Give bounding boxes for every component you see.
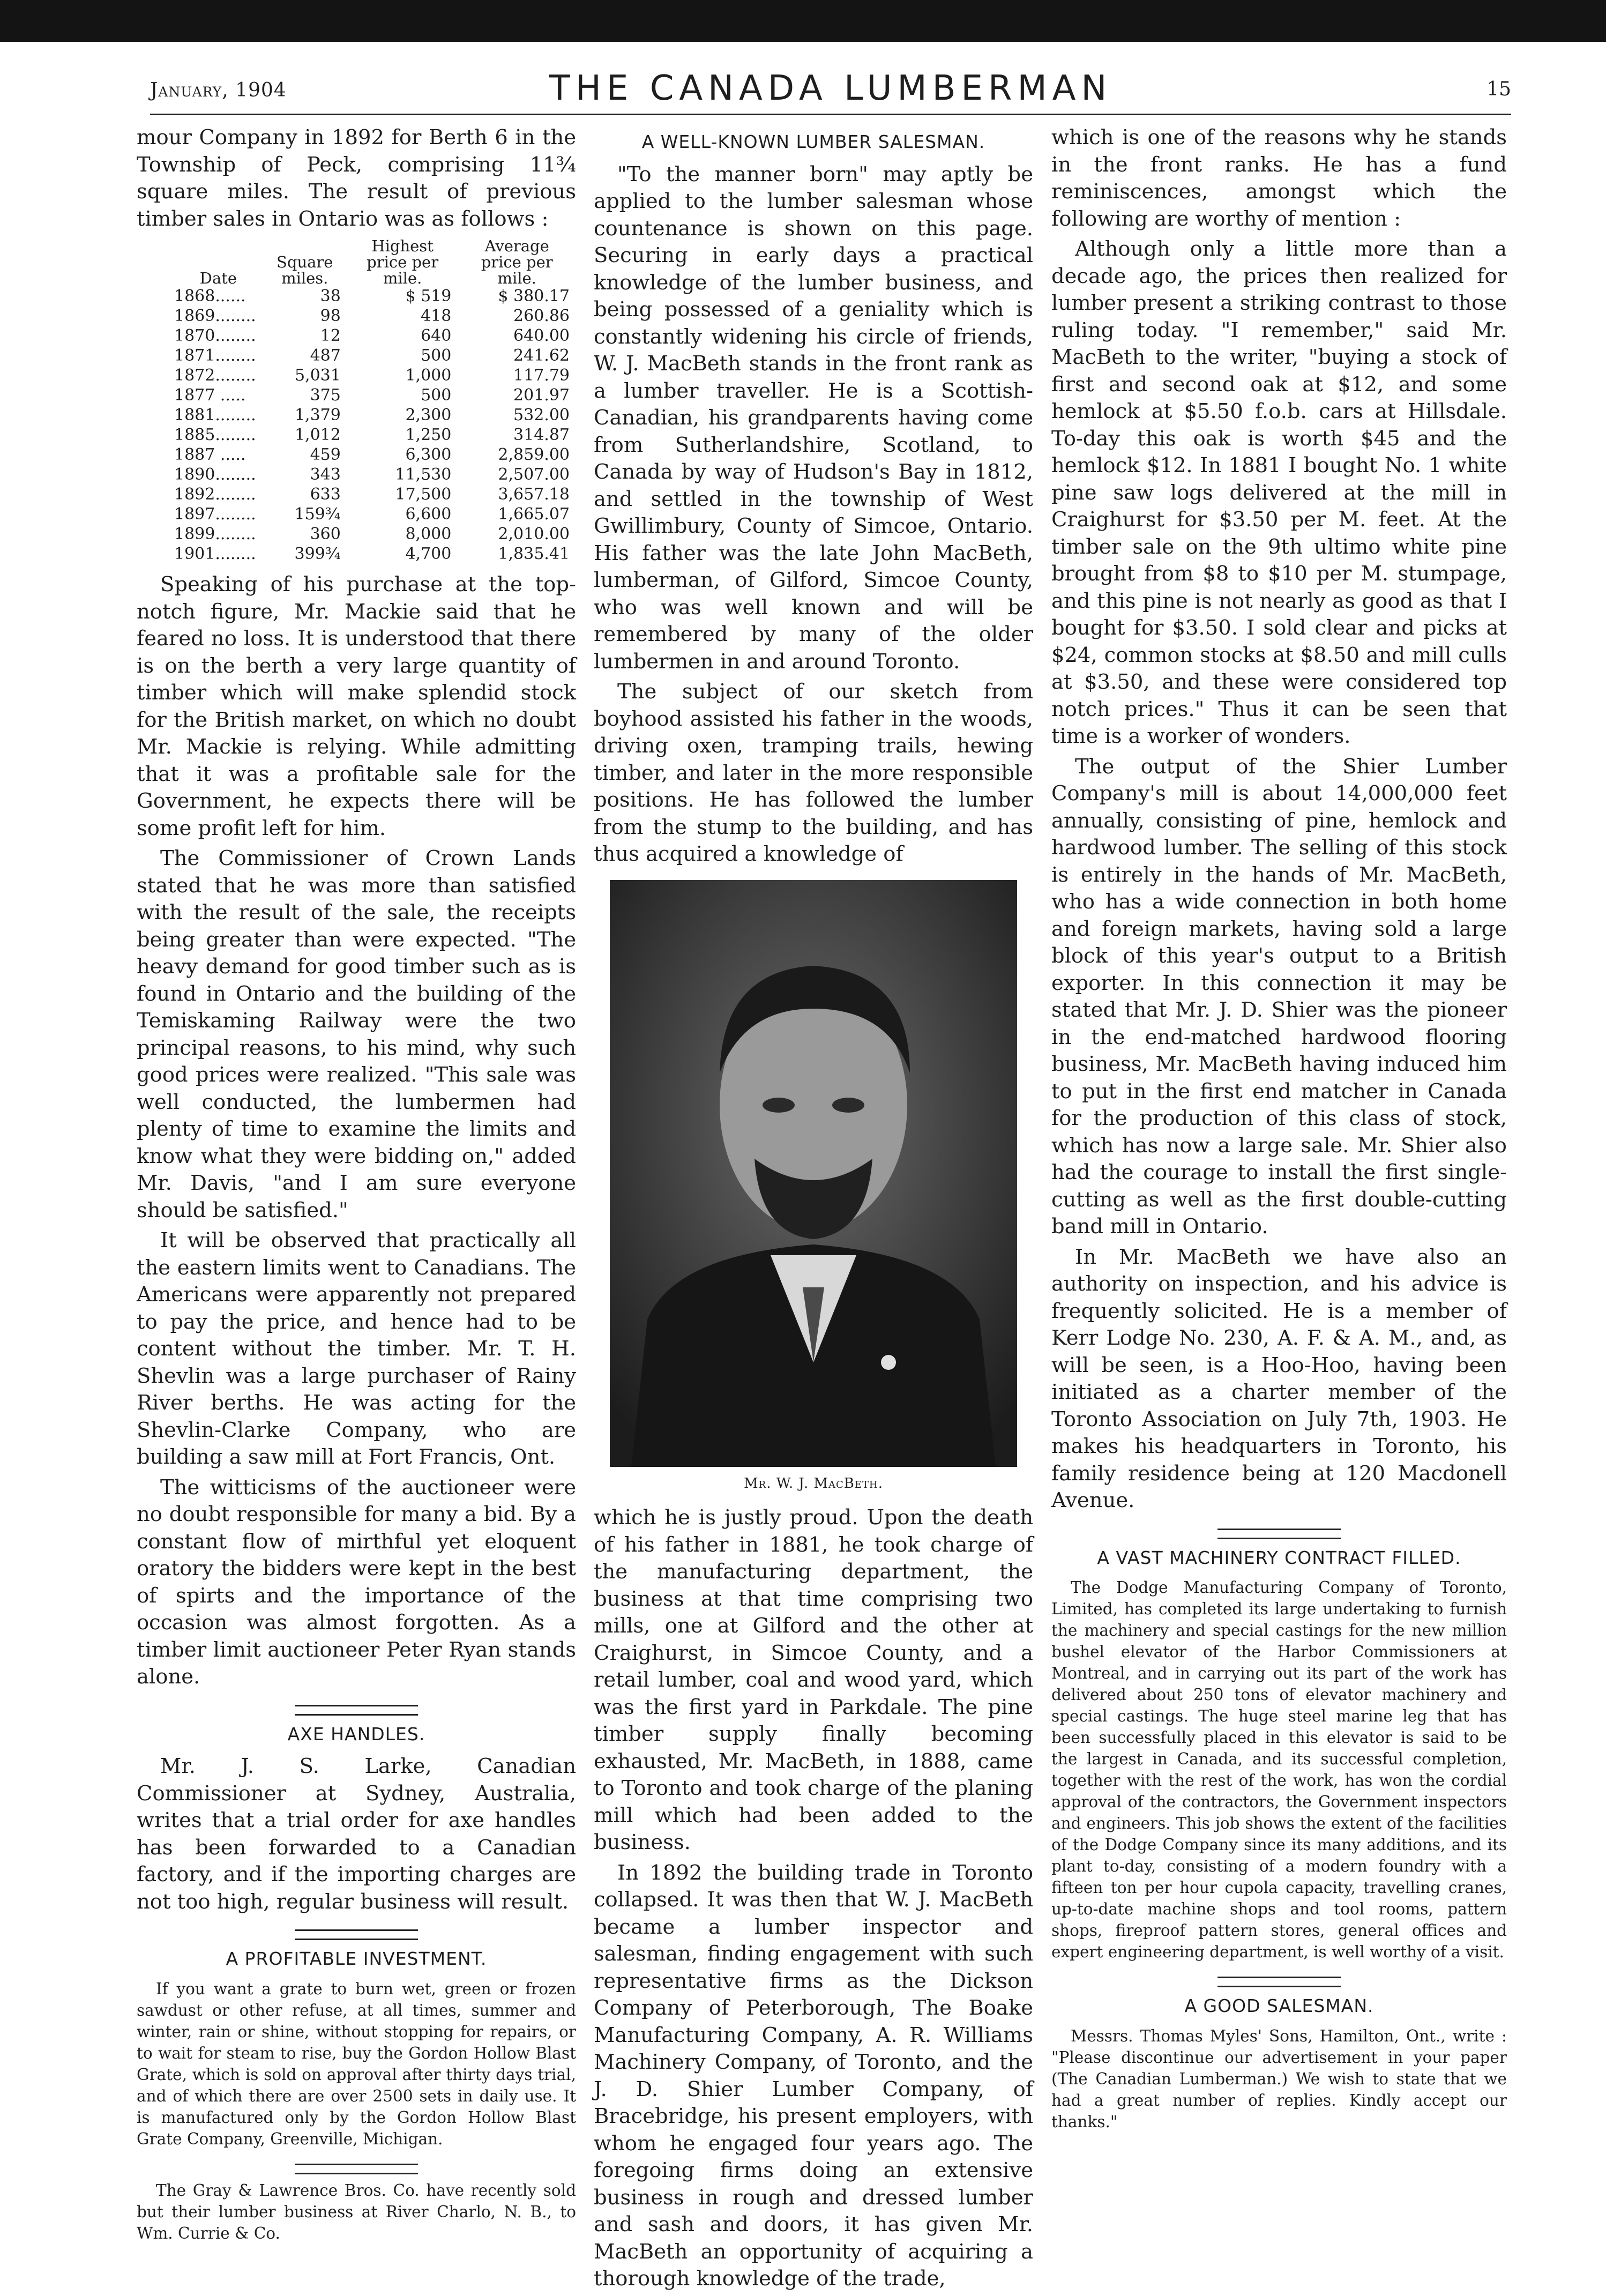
table-cell: 11,530 [395,465,452,484]
table-cell: 1,250 [405,426,452,444]
article-paragraph: It will be observed that practically all the eastern limits went to Canadians. The Americans were apparently not prepared to pay the price, and hence had to be content without the timber. Mr. T. H. Shevlin was a large purchaser of Rainy River berths. He was acting for the Shevlin-Clarke Company, who are building a saw mill at Fort Francis, Ont. [137,1228,576,1469]
portrait-illustration [610,880,1017,1467]
running-header [150,69,1511,111]
gray-lawrence-block [137,2180,576,2244]
table-row [174,484,576,504]
table-header-cell: Average price per mile. [481,237,553,287]
table-cell: 3,657.18 [498,485,570,504]
article-paragraph: The output of the Shier Lumber Company's mill is about 14,000,000 feet annually, consisting of pine, hemlock and hardwood lumber. The selling of this stock is entirely in the hands of Mr. MacBeth, who has a wide connection in both home and foreign markets, having sold a large block of this year's output to a British exporter. In this connection it may be stated that Mr. J. D. Shier was the pioneer in the end-matched hardwood flooring business, Mr. MacBeth having induced him to put in the first end matcher in Canada for the production of this class of stock, which has now a large sale. Mr. Shier also had the courage to install the first single-cutting as well as the first double-cutting band mill in Ontario. [1051,754,1507,1239]
table-cell: 6,300 [405,445,452,464]
table-cell: 117.79 [513,366,570,385]
portrait-photo [610,880,1017,1467]
column-left [137,124,576,2244]
article-paragraph: which he is justly proud. Upon the death of his father in 1881, he took charge of the manufacturing department, the business at that time comprising two mills, one at Gilford and the other at Craighurst, in Simcoe County, and a retail lumber, coal and wood yard, which was the first yard in Parkdale. The pine timber supply finally becoming exhausted, Mr. MacBeth, in 1888, came to Toronto and took charge of the planing mill which had been added to the business. [594,1505,1033,1854]
machinery-text: The Dodge Manufacturing Company of Toronto, Limited, has completed its large undertaking to furnish the machinery and special castings for the new million bushel elevator of the Harbor Commissioners at Montreal, and in carrying out its part of the work has delivered about 250 tons of elevator machinery and special castings. The huge steel marine leg that has been successfully placed in this elevator is said to be the largest in Canada, and its successful completion, together with the rest of the work, has won the cordial approval of the contractors, the Government inspectors and engineers. This job shows the extent of the facilities of the Dodge Company since its many additions, and its plant to-day, consisting of a modern foundry with a fifteen ton per hour cupola capacity, travelling cranes, up-to-date machine shops and tool rooms, pattern shops, fireproof pattern stores, general offices and expert engineering department, is well worthy of a visit. [1051,1578,1507,1961]
publication-title: THE CANADA LUMBERMAN [549,69,1112,108]
table-row [174,385,576,405]
gray-lawrence-text: The Gray & Lawrence Bros. Co. have recently sold but their lumber business at River Charlo, N. B., to Wm. Currie & Co. [137,2181,576,2242]
table-cell: 17,500 [395,485,452,504]
table-cell: 640.00 [513,326,570,345]
table-cell: 1,665.07 [498,505,570,524]
article-paragraph: The Commissioner of Crown Lands stated that he was more than satisfied with the result of the sale, the receipts being greater than were expected. "The heavy demand for good timber such as is found in Ontario and the building of the Temiskaming Railway were the two principal reasons, to his mind, why such good prices were realized. "This sale was well conducted, the lumbermen had plenty of time to examine the limits and know what they were bidding on," added Mr. Davis, "and I am sure everyone should be satisfied." [137,846,576,1222]
table-cell: 2,859.00 [498,445,570,464]
table-cell: 640 [421,326,452,345]
table-cell: 1877 ..... [174,386,246,405]
section-divider [1217,1529,1341,1539]
table-cell: 5,031 [294,366,341,385]
table-row [174,465,576,484]
table-row [174,544,576,564]
axe-handles-heading: AXE HANDLES. [287,1723,425,1745]
table-cell: 1881........ [174,406,256,424]
table-cell: 1,835.41 [498,545,570,563]
good-salesman-heading: A GOOD SALESMAN. [1184,1995,1374,2016]
table-cell: 4,700 [405,545,452,563]
good-salesman-block [1051,2025,1507,2133]
table-cell: 633 [310,485,341,504]
table-cell: 487 [310,346,341,365]
table-header-cell: Highest price per mile. [367,237,439,287]
table-row [174,405,576,425]
article-paragraph: In 1892 the building trade in Toronto collapsed. It was then that W. J. MacBeth became a lumber inspector and salesman, finding engagement with such representative firms as the Dickson Company of Peterborough, The Boake Manufacturing Company, A. R. Williams Machinery Company, of Toronto, and the J. D. Shier Lumber Company, of Bracebridge, his present employers, with whom he engaged four years ago. The foregoing firms doing an extensive business in rough and dressed lumber and sash and doors, it has given Mr. MacBeth an opportunity of acquiring a thorough knowledge of the trade, [594,1860,1033,2291]
table-cell: 418 [421,307,452,325]
table-cell: 2,507.00 [498,465,570,484]
top-edge-bar [0,0,1606,42]
machinery-heading: A VAST MACHINERY CONTRACT FILLED. [1097,1547,1461,1568]
table-row [174,306,576,326]
table-cell: 201.97 [513,386,570,405]
table-cell: 459 [310,445,341,464]
section-divider [295,1705,418,1716]
table-cell: $ 519 [405,287,452,305]
section-divider [295,1929,418,1940]
table-cell: 38 [320,287,341,305]
article-paragraph: Speaking of his purchase at the top-notch figure, Mr. Mackie said that he feared no loss. It is understood that there is on the berth a very large quantity of timber which will make splendid stock for the British market, on which no doubt Mr. Mackie is relying. While admitting that it was a profitable sale for the Government, he expects there will be some profit left for him. [137,572,576,840]
column-middle [594,124,1033,2296]
table-header-cell: Square miles. [277,253,333,287]
table-header-row [174,238,576,286]
table-cell: 500 [421,386,452,405]
table-cell: 98 [320,307,341,325]
section-divider [1217,1977,1341,1987]
table-cell: 532.00 [513,406,570,424]
table-cell: 1901........ [174,545,256,563]
header-rule [150,114,1511,115]
timber-sales-table-body [174,286,576,564]
table-row [174,346,576,366]
table-cell: 241.62 [513,346,570,365]
table-cell: $ 380.17 [498,287,570,305]
table-cell: 343 [310,465,341,484]
portrait-caption: Mr. W. J. MacBeth. [744,1475,883,1492]
table-row [174,326,576,346]
article-paragraph: Although only a little more than a decade ago, the prices then realized for lumber present a striking contrast to those ruling today. "I remember," said Mr. MacBeth to the writer, "buying a stock of first and second oak at $12, and some hemlock at $5.50 f.o.b. cars at Hillsdale. To-day this oak is worth $45 and the hemlock $12. In 1881 I bought No. 1 white pine saw logs delivered at the mill in Craighurst for $3.50 per M. feet. At the timber sale on the 9th ultimo white pine brought from $8 to $10 per M. stumpage, and this pine is not nearly as good as that I bought for $3.50. I sold clear and picks at $24, common stocks at $8.50 and mill culls at $3.50, and these were considered top notch prices." Thus it can be seen that time is a worker of wonders. [1051,237,1507,748]
page-number: 15 [1487,78,1511,100]
table-cell: 375 [310,386,341,405]
table-cell: 1,379 [294,406,341,424]
table-cell: 12 [320,326,341,345]
table-cell: 1872........ [174,366,256,385]
table-cell: 1,000 [405,366,452,385]
investment-block [137,1978,576,2150]
investment-text: If you want a grate to burn wet, green or frozen sawdust or other refuse, at all times, summer and winter, rain or shine, without stopping for repairs, or to wait for steam to rise, buy the Gordon Hollow Blast Grate, which is sold on approval after thirty days trial, and of which there are over 2500 sets in daily use. It is manufactured only by the Gordon Hollow Blast Grate Company, Greenville, Michigan. [137,1979,576,2148]
table-cell: 1869........ [174,307,256,325]
table-cell: 360 [310,525,341,543]
table-cell: 1897........ [174,505,256,524]
issue-date: January, 1904 [150,79,287,101]
table-cell: 1885........ [174,426,256,444]
table-cell: 1870........ [174,326,256,345]
article-paragraph: The witticisms of the auctioneer were no doubt responsible for many a bid. By a constant flow of mirthful yet eloquent oratory the bidders were kept in the best of spirts and the importance of the occasion was almost forgotten. As a timber limit auctioneer Peter Ryan stands alone. [137,1475,576,1689]
table-cell: 1899........ [174,525,256,543]
good-salesman-text: Messrs. Thomas Myles' Sons, Hamilton, Ont., write : "Please discontinue our advertisement in your paper (The Canadian Lumberman.) We wish to state that we had a great number of replies. Kindly accept our thanks." [1051,2026,1507,2131]
table-cell: 1,012 [294,426,341,444]
table-cell: 1871........ [174,346,256,365]
table-cell: 2,300 [405,406,452,424]
timber-sale-intro: mour Company in 1892 for Berth 6 in the Township of Peck, comprising 11¾ square miles. The result of previous timber sales in Ontario was as follows : [137,125,576,231]
table-header-cell: Date [199,269,237,287]
column-right [1051,124,1507,2133]
table-row [174,366,576,385]
section-divider [295,2164,418,2174]
table-cell: 399¾ [294,545,341,563]
table-row [174,286,576,306]
timber-sales-table [174,238,576,564]
article-paragraph: which is one of the reasons why he stands in the front ranks. He has a fund reminiscences, amongst which the following are worthy of mention : [1051,125,1507,231]
table-row [174,445,576,465]
article-paragraph: The subject of our sketch from boyhood assisted his father in the woods, driving oxen, tramping trails, hewing timber, and later in the more responsible positions. He has followed the lumber from the stump to the building, and has thus acquired a knowledge of [594,680,1033,866]
axe-handles-text: Mr. J. S. Larke, Canadian Commissioner at Sydney, Australia, writes that a trial order for axe handles has been forwarded to a Canadian factory, and if the importing charges are not too high, regular business will result. [137,1754,576,1914]
machinery-block [1051,1577,1507,1963]
table-cell: 8,000 [405,525,452,543]
table-cell: 6,600 [405,505,452,524]
table-cell: 159¾ [294,505,341,524]
table-cell: 1890........ [174,465,256,484]
table-cell: 260.86 [513,307,570,325]
table-row [174,425,576,445]
article-paragraph: "To the manner born" may aptly be applied to the lumber salesman whose countenance is shown on this page. Securing in early days a practical knowledge of the lumber business, and being possessed of a geniality which is constantly widening his circle of friends, W. J. MacBeth stands in the front rank as a lumber traveller. He is a Scottish-Canadian, his grandparents having come from Sutherlandshire, Scotland, to Canada by way of Hudson's Bay in 1812, and settled in the township of West Gwillimbury, County of Simcoe, Ontario. His father was the late John MacBeth, lumberman, of Gilford, Simcoe County, who was well known and will be remembered by many of the older lumbermen in and around Toronto. [594,162,1033,674]
table-cell: 314.87 [513,426,570,444]
table-cell: 2,010.00 [498,525,570,543]
salesman-article-heading: A WELL-KNOWN LUMBER SALESMAN. [641,131,985,152]
table-cell: 1892........ [174,485,256,504]
article-paragraph: In Mr. MacBeth we have also an authority on inspection, and his advice is frequently solicited. He is a member of Kerr Lodge No. 230, A. F. & A. M., and, as will be seen, is a Hoo-Hoo, having been initiated as a charter member of the Toronto Association on July 7th, 1903. He makes his headquarters in Toronto, his family residence being at 120 Macdonell Avenue. [1051,1244,1507,1512]
investment-heading: A PROFITABLE INVESTMENT. [226,1948,487,1969]
table-cell: 500 [421,346,452,365]
table-row [174,504,576,524]
table-cell: 1887 ..... [174,445,246,464]
table-cell: 1868...... [174,287,246,305]
table-row [174,524,576,544]
